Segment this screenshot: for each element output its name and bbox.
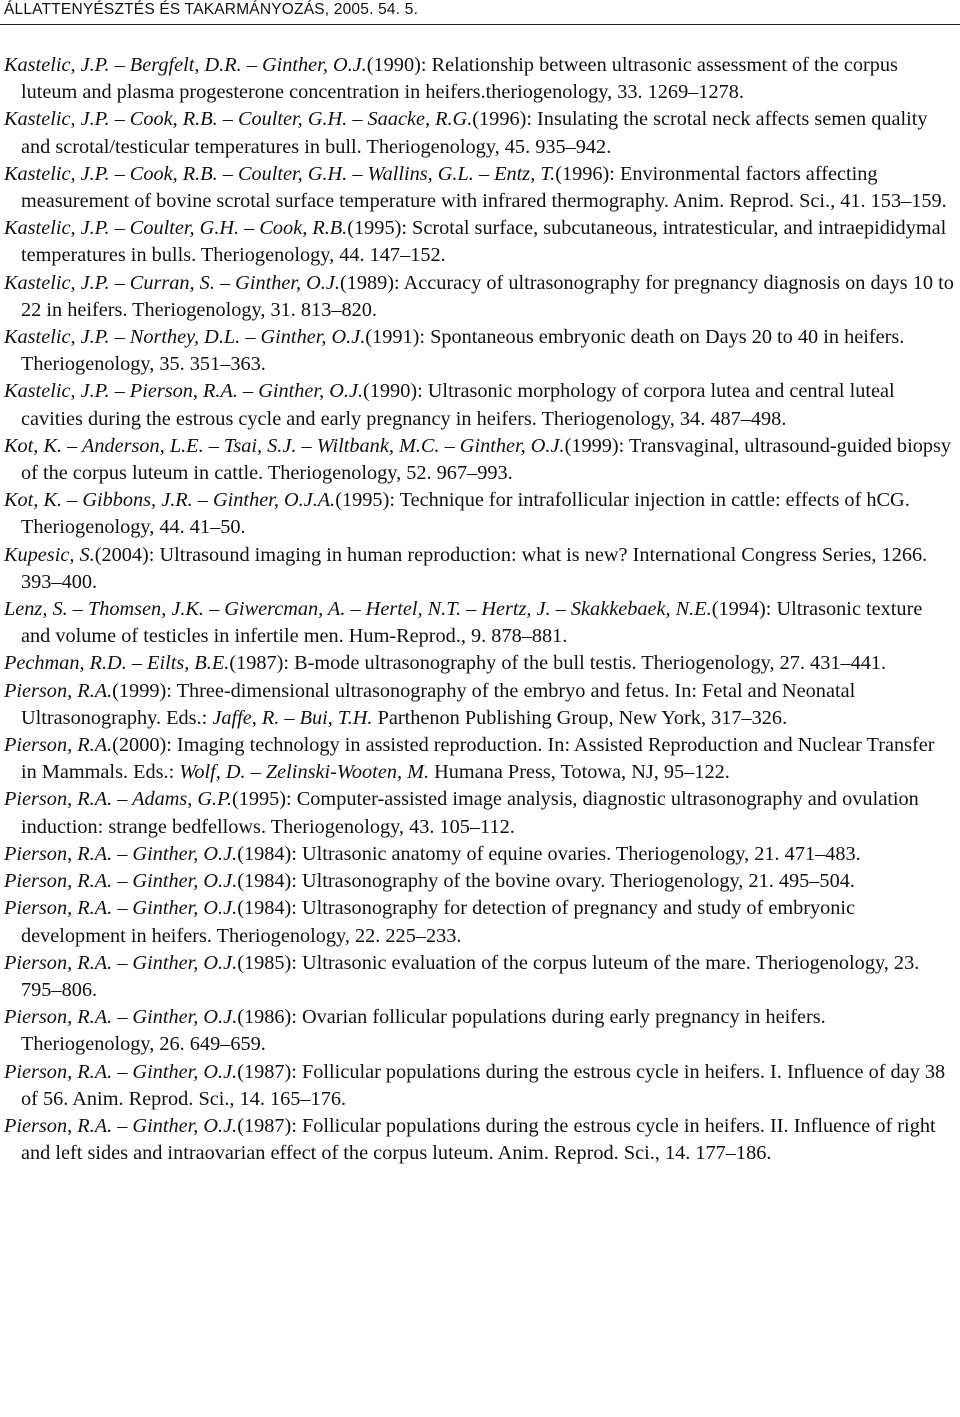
reference-authors: Pierson, R.A. – Adams, G.P. (4, 788, 232, 811)
reference-details: (1984): Ultrasonography for detection of pregnancy and study of embryonic development in heifers. Theriogenology, 22. 225–233. (21, 897, 856, 947)
reference-details: (1991): Spontaneous embryonic death on Days 20 to 40 in heifers. Theriogenology, 35. 351–363. (21, 326, 905, 376)
reference-details: (2000): Imaging technology in assisted reproduction. In: Assisted Reproduction and Nuclear Transfer in Mammals. Eds.: (21, 734, 935, 784)
reference-details: (1985): Ultrasonic evaluation of the corpus luteum of the mare. Theriogenology, 23. 795–806. (21, 951, 920, 1001)
reference-details: (1999): Transvaginal, ultrasound-guided biopsy of the corpus luteum in cattle. Theriogenology, 52. 967–993. (21, 434, 952, 485)
reference-publisher: Parthenon Publishing Group, New York, 317–326. (372, 706, 788, 729)
reference-publisher: Humana Press, Totowa, NJ, 95–122. (429, 761, 730, 784)
reference-authors: Pechman, R.D. – Eilts, B.E. (4, 652, 230, 675)
reference-details: (1996): Insulating the scrotal neck affects semen quality and scrotal/testicular temperatures in bull. Theriogenology, 45. 935–942. (21, 108, 928, 158)
reference-authors: Lenz, S. – Thomsen, J.K. – Giwercman, A. – Hertel, N.T. – Hertz, J. – Skakkebaek, N.E. (4, 598, 712, 621)
reference-authors: Kastelic, J.P. – Coulter, G.H. – Cook, R.B. (4, 217, 348, 240)
reference-details: (1996): Environmental factors affecting measurement of bovine scrotal surface temperature with infrared thermography. Anim. Reprod. Sci., 41. 153–159. (21, 162, 947, 213)
reference-details: (1995): Technique for intrafollicular injection in cattle: effects of hCG. Theriogenology, 44. 41–50. (21, 489, 910, 539)
reference-item (4, 650, 954, 677)
reference-editors: Jaffe, R. – Bui, T.H. (212, 706, 373, 729)
reference-item (4, 841, 954, 868)
reference-item (4, 1059, 954, 1113)
reference-item (4, 678, 954, 732)
reference-details: (1986): Ovarian follicular populations during early pregnancy in heifers. Theriogenology, 26. 649–659. (21, 1006, 826, 1056)
reference-authors: Pierson, R.A. – Ginther, O.J. (4, 870, 238, 893)
reference-authors: Pierson, R.A. – Ginther, O.J. (4, 1060, 238, 1083)
reference-item (4, 868, 954, 895)
reference-item (4, 596, 954, 650)
reference-details: (1987): B-mode ultrasonography of the bull testis. Theriogenology, 27. 431–441. (229, 652, 887, 675)
reference-authors: Kastelic, J.P. – Bergfelt, D.R. – Ginther, O.J. (4, 54, 367, 76)
reference-details: (2004): Ultrasound imaging in human reproduction: what is new? International Congress Series, 1266. 393–400. (21, 543, 928, 593)
reference-item (4, 378, 954, 432)
reference-item (4, 1004, 954, 1058)
reference-item (4, 786, 954, 840)
reference-item (4, 433, 954, 487)
reference-item (4, 1113, 954, 1167)
reference-authors: Pierson, R.A. – Ginther, O.J. (4, 842, 238, 865)
reference-authors: Kastelic, J.P. – Pierson, R.A. – Ginther, O.J. (4, 380, 364, 403)
reference-authors: Kastelic, J.P. – Cook, R.B. – Coulter, G.H. – Wallins, G.L. – Entz, T. (4, 162, 556, 185)
reference-list (4, 52, 954, 1167)
reference-item (4, 270, 954, 324)
reference-details: (1987): Follicular populations during the estrous cycle in heifers. II. Influence of right and left sides and intraovarian effect of the corpus luteum. Anim. Reprod. Sci., 14. 177–186. (21, 1114, 936, 1165)
running-head: ÁLLATTENYÉSZTÉS ÉS TAKARMÁNYOZÁS, 2005. 54. 5. (4, 1, 419, 18)
reference-item (4, 106, 954, 160)
reference-details: (1984): Ultrasonography of the bovine ovary. Theriogenology, 21. 495–504. (237, 870, 855, 893)
reference-details: (1989): Accuracy of ultrasonography for pregnancy diagnosis on days 10 to 22 in heifers. Theriogenology, 31. 813–820. (21, 271, 954, 321)
reference-item (4, 324, 954, 378)
reference-details: (1995): Scrotal surface, subcutaneous, intratesticular, and intraepididymal temperatures in bulls. Theriogenology, 44. 147–152. (21, 217, 947, 267)
reference-item (4, 215, 954, 269)
reference-item (4, 161, 954, 215)
reference-authors: Pierson, R.A. (4, 679, 113, 702)
reference-details: (1984): Ultrasonic anatomy of equine ovaries. Theriogenology, 21. 471–483. (237, 842, 861, 865)
reference-item (4, 732, 954, 786)
reference-authors: Kupesic, S. (4, 543, 95, 566)
reference-authors: Pierson, R.A. – Ginther, O.J. (4, 1006, 238, 1029)
reference-authors: Kastelic, J.P. – Cook, R.B. – Coulter, G.H. – Saacke, R.G. (4, 108, 473, 131)
reference-details: (1994): Ultrasonic texture and volume of testicles in infertile men. Hum-Reprod., 9. 878–881. (21, 598, 923, 648)
reference-authors: Kastelic, J.P. – Northey, D.L. – Ginther, O.J. (4, 326, 366, 349)
reference-item (4, 52, 954, 106)
reference-authors: Pierson, R.A. – Ginther, O.J. (4, 1114, 238, 1137)
reference-authors: Pierson, R.A. – Ginther, O.J. (4, 951, 238, 974)
reference-details: (1999): Three-dimensional ultrasonography of the embryo and fetus. In: Fetal and Neonatal Ultrasonography. Eds.: (21, 679, 856, 729)
reference-item (4, 487, 954, 541)
reference-editors: Wolf, D. – Zelinski-Wooten, M. (179, 761, 430, 784)
reference-details: (1987): Follicular populations during the estrous cycle in heifers. I. Influence of day 38 of 56. Anim. Reprod. Sci., 14. 165–176. (21, 1060, 946, 1110)
reference-details: (1990): Relationship between ultrasonic assessment of the corpus luteum and plasma progesterone concentration in heifers.theriogenology, 33. 1269–1278. (21, 54, 898, 104)
reference-authors: Pierson, R.A. (4, 734, 113, 757)
reference-item (4, 895, 954, 949)
reference-authors: Pierson, R.A. – Ginther, O.J. (4, 897, 238, 920)
reference-item (4, 542, 954, 596)
reference-item (4, 950, 954, 1004)
reference-details: (1990): Ultrasonic morphology of corpora lutea and central luteal cavities during the estrous cycle and early pregnancy in heifers. Theriogenology, 34. 487–498. (21, 380, 895, 430)
header-rule (0, 24, 960, 25)
reference-authors: Kot, K. – Anderson, L.E. – Tsai, S.J. – Wiltbank, M.C. – Ginther, O.J. (4, 434, 565, 457)
reference-authors: Kot, K. – Gibbons, J.R. – Ginther, O.J.A. (4, 489, 336, 512)
reference-details: (1995): Computer-assisted image analysis, diagnostic ultrasonography and ovulation induction: strange bedfellows. Theriogenology, 43. 105–112. (21, 788, 919, 838)
reference-authors: Kastelic, J.P. – Curran, S. – Ginther, O.J. (4, 271, 340, 294)
